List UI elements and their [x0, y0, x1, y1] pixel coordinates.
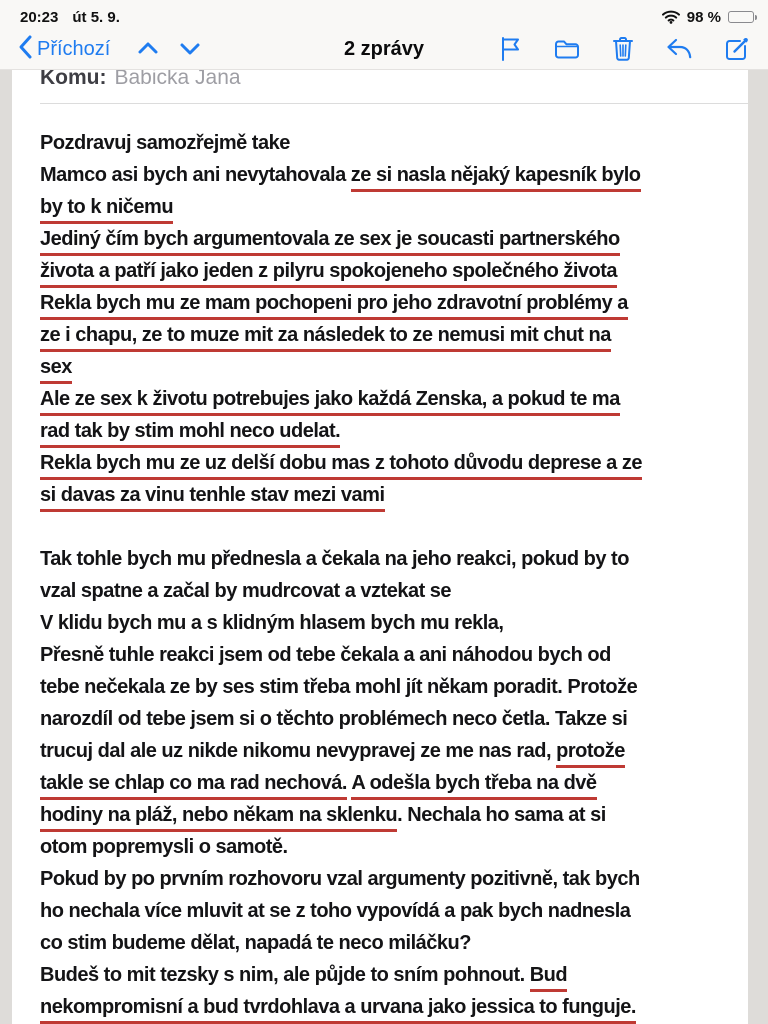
body-text: co stim budeme dělat, napadá te neco miláčku?: [40, 932, 471, 954]
to-recipient[interactable]: Babicka Jana: [114, 70, 241, 89]
body-text: ho nechala více mluvit at se z toho vypovídá a pak bych nadnesla: [40, 900, 631, 922]
back-button-label: Příchozí: [37, 37, 111, 60]
body-line: [40, 895, 734, 927]
trash-button[interactable]: [611, 35, 635, 63]
body-line: [40, 479, 734, 511]
red-underlined-text: Rekla bych mu ze uz delší dobu mas z tohoto důvodu deprese a ze: [40, 452, 642, 480]
body-line: [40, 607, 734, 639]
red-underlined-text: Jediný čím bych argumentovala ze sex je soucasti partnerského: [40, 228, 620, 256]
mail-toolbar: [0, 28, 768, 70]
body-line: [40, 575, 734, 607]
red-underlined-text: sex: [40, 356, 72, 384]
red-underlined-text: ze i chapu, ze to muze mit za následek to ze nemusi mit chut na: [40, 324, 611, 352]
body-line: [40, 639, 734, 671]
body-line: [40, 959, 734, 991]
chevron-left-icon: [18, 34, 33, 65]
red-underlined-text: takle se chlap co ma rad nechová.: [40, 772, 347, 800]
top-chrome: [0, 0, 768, 70]
next-message-button[interactable]: [178, 37, 202, 61]
body-line: [40, 831, 734, 863]
red-underlined-text: nekompromisní a bud tvrdohlava a urvana jako jessica to funguje.: [40, 996, 636, 1024]
red-underlined-text: si davas za vinu tenhle stav mezi vami: [40, 484, 385, 512]
message-panel: [12, 70, 748, 1024]
previous-message-button[interactable]: [136, 37, 160, 61]
body-line: [40, 671, 734, 703]
wifi-icon: [662, 10, 680, 24]
red-underlined-text: by to k ničemu: [40, 196, 173, 224]
reply-button[interactable]: [665, 36, 693, 62]
status-date: út 5. 9.: [72, 8, 120, 26]
body-text: otom popremysli o samotě.: [40, 836, 288, 858]
body-line: [40, 511, 734, 543]
status-bar: [0, 0, 768, 28]
body-text: Tak tohle bych mu přednesla a čekala na jeho reakci, pokud by to: [40, 548, 629, 570]
status-time: 20:23: [20, 8, 59, 26]
back-button[interactable]: [18, 34, 110, 65]
body-text: narozdíl od tebe jsem si o těchto problémech neco četla. Takze si: [40, 708, 628, 730]
body-line: [40, 159, 734, 191]
body-line: [40, 255, 734, 287]
body-line: [40, 191, 734, 223]
red-underlined-text: A odešla bych třeba na dvě: [351, 772, 596, 800]
red-underlined-text: hodiny na pláž, nebo někam na sklenku: [40, 804, 397, 832]
flag-button[interactable]: [498, 35, 523, 63]
red-underlined-text: rad tak by stim mohl neco udelat.: [40, 420, 340, 448]
compose-button[interactable]: [723, 36, 750, 63]
red-underlined-text: života a patří jako jeden z pilyru spokojeneho společného života: [40, 260, 617, 288]
body-text: . Nechala ho sama at si: [397, 804, 606, 826]
battery-percent: 98 %: [686, 8, 721, 26]
body-line: [40, 735, 734, 767]
red-underlined-text: Bud: [530, 964, 567, 992]
body-line: [40, 319, 734, 351]
body-line: [40, 351, 734, 383]
battery-icon: [728, 11, 754, 23]
body-line: [40, 127, 734, 159]
body-line: [40, 799, 734, 831]
message-body: [12, 104, 748, 1023]
body-text: V klidu bych mu a s klidným hlasem bych mu rekla,: [40, 612, 504, 634]
message-count-title: 2 zprávy: [343, 37, 425, 60]
body-text: Přesně tuhle reakci jsem od tebe čekala a ani náhodou bych od: [40, 644, 611, 666]
folder-move-button[interactable]: [553, 36, 581, 62]
body-text: tebe nečekala ze by ses stim třeba mohl jít někam poradit. Protože: [40, 676, 638, 698]
message-header: [12, 70, 748, 103]
body-line: [40, 863, 734, 895]
body-line: [40, 767, 734, 799]
body-line: [40, 927, 734, 959]
body-text: trucuj dal ale uz nikde nikomu nevypravej ze me nas rad,: [40, 740, 557, 762]
body-line: [40, 991, 734, 1023]
red-underlined-text: protože: [556, 740, 625, 768]
body-line: [40, 447, 734, 479]
body-line: [40, 543, 734, 575]
body-text: vzal spatne a začal by mudrcovat a vztekat se: [40, 580, 452, 602]
red-underlined-text: Rekla bych mu ze mam pochopeni pro jeho zdravotní problémy a: [40, 292, 628, 320]
body-text: Pokud by po prvním rozhovoru vzal argumenty pozitivně, tak bych: [40, 868, 640, 890]
body-text: Mamco asi bych ani nevytahovala: [40, 164, 351, 186]
body-line: [40, 703, 734, 735]
red-underlined-text: Ale ze sex k životu potrebujes jako každá Zenska, a pokud te ma: [40, 388, 620, 416]
body-line: [40, 415, 734, 447]
body-text: Pozdravuj samozřejmě take: [40, 132, 290, 154]
body-line: [40, 383, 734, 415]
body-text: Budeš to mit tezsky s nim, ale půjde to sním pohnout.: [40, 964, 530, 986]
body-line: [40, 223, 734, 255]
body-line: [40, 287, 734, 319]
to-label: Komu:: [40, 70, 107, 89]
red-underlined-text: ze si nasla nějaký kapesník bylo: [351, 164, 641, 192]
